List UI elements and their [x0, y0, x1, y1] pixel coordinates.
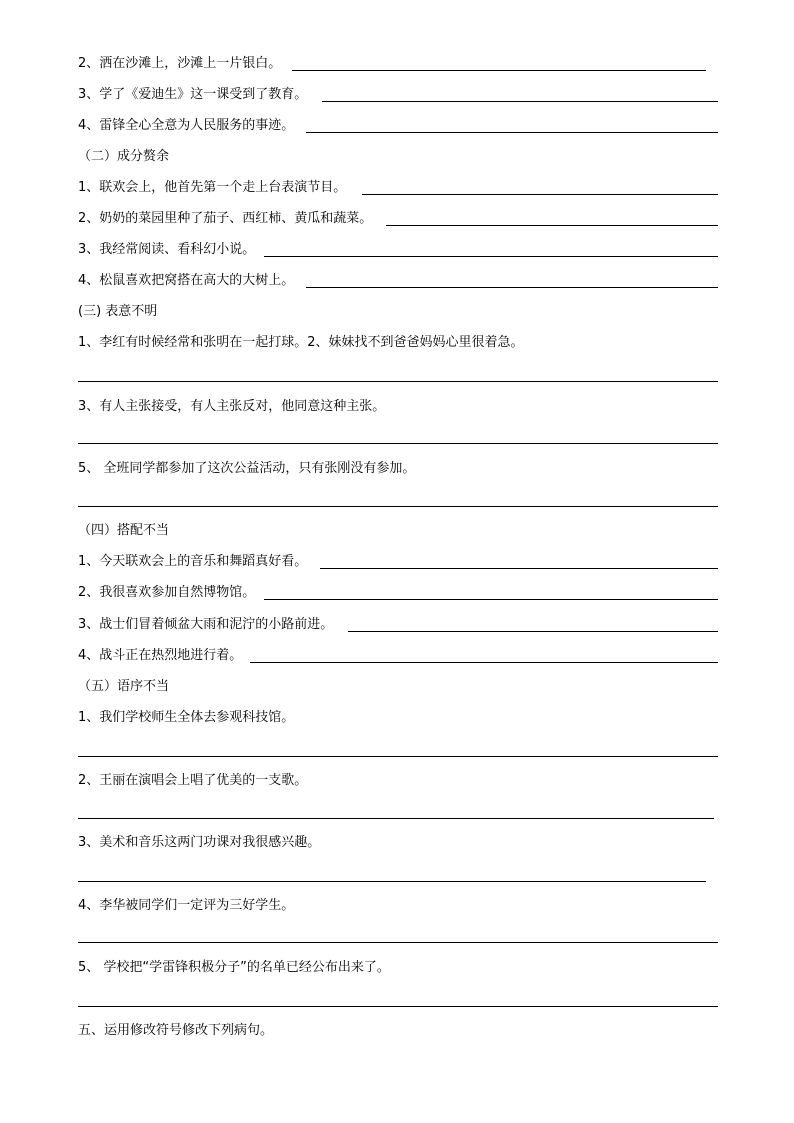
answer-line[interactable] [622, 101, 718, 102]
answer-line[interactable] [322, 101, 622, 102]
sentence-b2: 2、奶奶的菜园里种了茄子、西红柿、黄瓜和蔬菜。 [78, 211, 373, 226]
answer-line[interactable] [78, 443, 474, 444]
sentence-e4: 4、李华被同学们一定评为三好学生。 [78, 898, 295, 913]
sentence-e1: 1、我们学校师生全体去参观科技馆。 [78, 710, 295, 725]
answer-line[interactable] [614, 70, 706, 71]
sentence-a1: 2、洒在沙滩上，沙滩上一片银白。 [78, 56, 282, 71]
answer-line[interactable] [614, 256, 718, 257]
answer-line[interactable] [78, 506, 718, 507]
sentence-b4: 4、松鼠喜欢把窝搭在高大的大树上。 [78, 273, 295, 288]
part-heading-revision-marks: 五、运用修改符号修改下列病句。 [78, 1023, 274, 1038]
answer-line[interactable] [306, 287, 614, 288]
answer-line[interactable] [78, 1006, 718, 1007]
answer-line[interactable] [78, 881, 404, 882]
sentence-d4: 4、战斗正在热烈地进行着。 [78, 648, 243, 663]
answer-line[interactable] [614, 599, 718, 600]
sentence-d2: 2、我很喜欢参加自然博物馆。 [78, 585, 256, 600]
sentence-b1: 1、联欢会上，他首先第一个走上台表演节目。 [78, 180, 347, 195]
answer-line[interactable] [264, 256, 614, 257]
answer-line[interactable] [306, 132, 614, 133]
answer-line[interactable] [348, 631, 608, 632]
answer-line[interactable] [608, 631, 718, 632]
sentence-e3: 3、美术和音乐这两门功课对我很感兴趣。 [78, 835, 321, 850]
answer-line[interactable] [292, 70, 614, 71]
answer-line[interactable] [250, 662, 718, 663]
answer-line[interactable] [320, 568, 614, 569]
answer-line[interactable] [614, 568, 718, 569]
section-heading-word-order: （五）语序不当 [78, 679, 170, 694]
answer-line[interactable] [78, 381, 718, 382]
section-heading-mismatch: （四）搭配不当 [78, 523, 170, 538]
sentence-b3: 3、我经常阅读、看科幻小说。 [78, 242, 256, 257]
sentence-c3: 5、 全班同学都参加了这次公益活动，只有张刚没有参加。 [78, 461, 416, 476]
answer-line[interactable] [362, 194, 718, 195]
answer-line[interactable] [628, 225, 718, 226]
sentence-d1: 1、今天联欢会上的音乐和舞蹈真好看。 [78, 554, 308, 569]
sentence-c1: 1、李红有时候经常和张明在一起打球。2、妹妹找不到爸爸妈妈心里很着急。 [78, 335, 524, 350]
sentence-a2: 3、学了《爱迪生》这一课受到了教育。 [78, 87, 308, 102]
section-heading-unclear-meaning: (三) 表意不明 [78, 304, 158, 319]
answer-line[interactable] [474, 942, 718, 943]
sentence-e5: 5、 学校把“学雷锋积极分子”的名单已经公布出来了。 [78, 960, 390, 975]
answer-line[interactable] [386, 225, 628, 226]
sentence-d3: 3、战士们冒着倾盆大雨和泥泞的小路前进。 [78, 617, 334, 632]
answer-line[interactable] [474, 443, 718, 444]
answer-line[interactable] [78, 756, 718, 757]
answer-line[interactable] [78, 942, 474, 943]
answer-line[interactable] [78, 818, 714, 819]
answer-line[interactable] [404, 881, 700, 882]
answer-line[interactable] [700, 881, 706, 882]
sentence-e2: 2、王丽在演唱会上唱了优美的一支歌。 [78, 773, 308, 788]
section-heading-redundancy: （二）成分赘余 [78, 149, 170, 164]
answer-line[interactable] [264, 599, 614, 600]
sentence-c2: 3、有人主张接受，有人主张反对，他同意这种主张。 [78, 399, 386, 414]
answer-line[interactable] [614, 287, 718, 288]
answer-line[interactable] [614, 132, 718, 133]
sentence-a3: 4、雷锋全心全意为人民服务的事迹。 [78, 118, 295, 133]
